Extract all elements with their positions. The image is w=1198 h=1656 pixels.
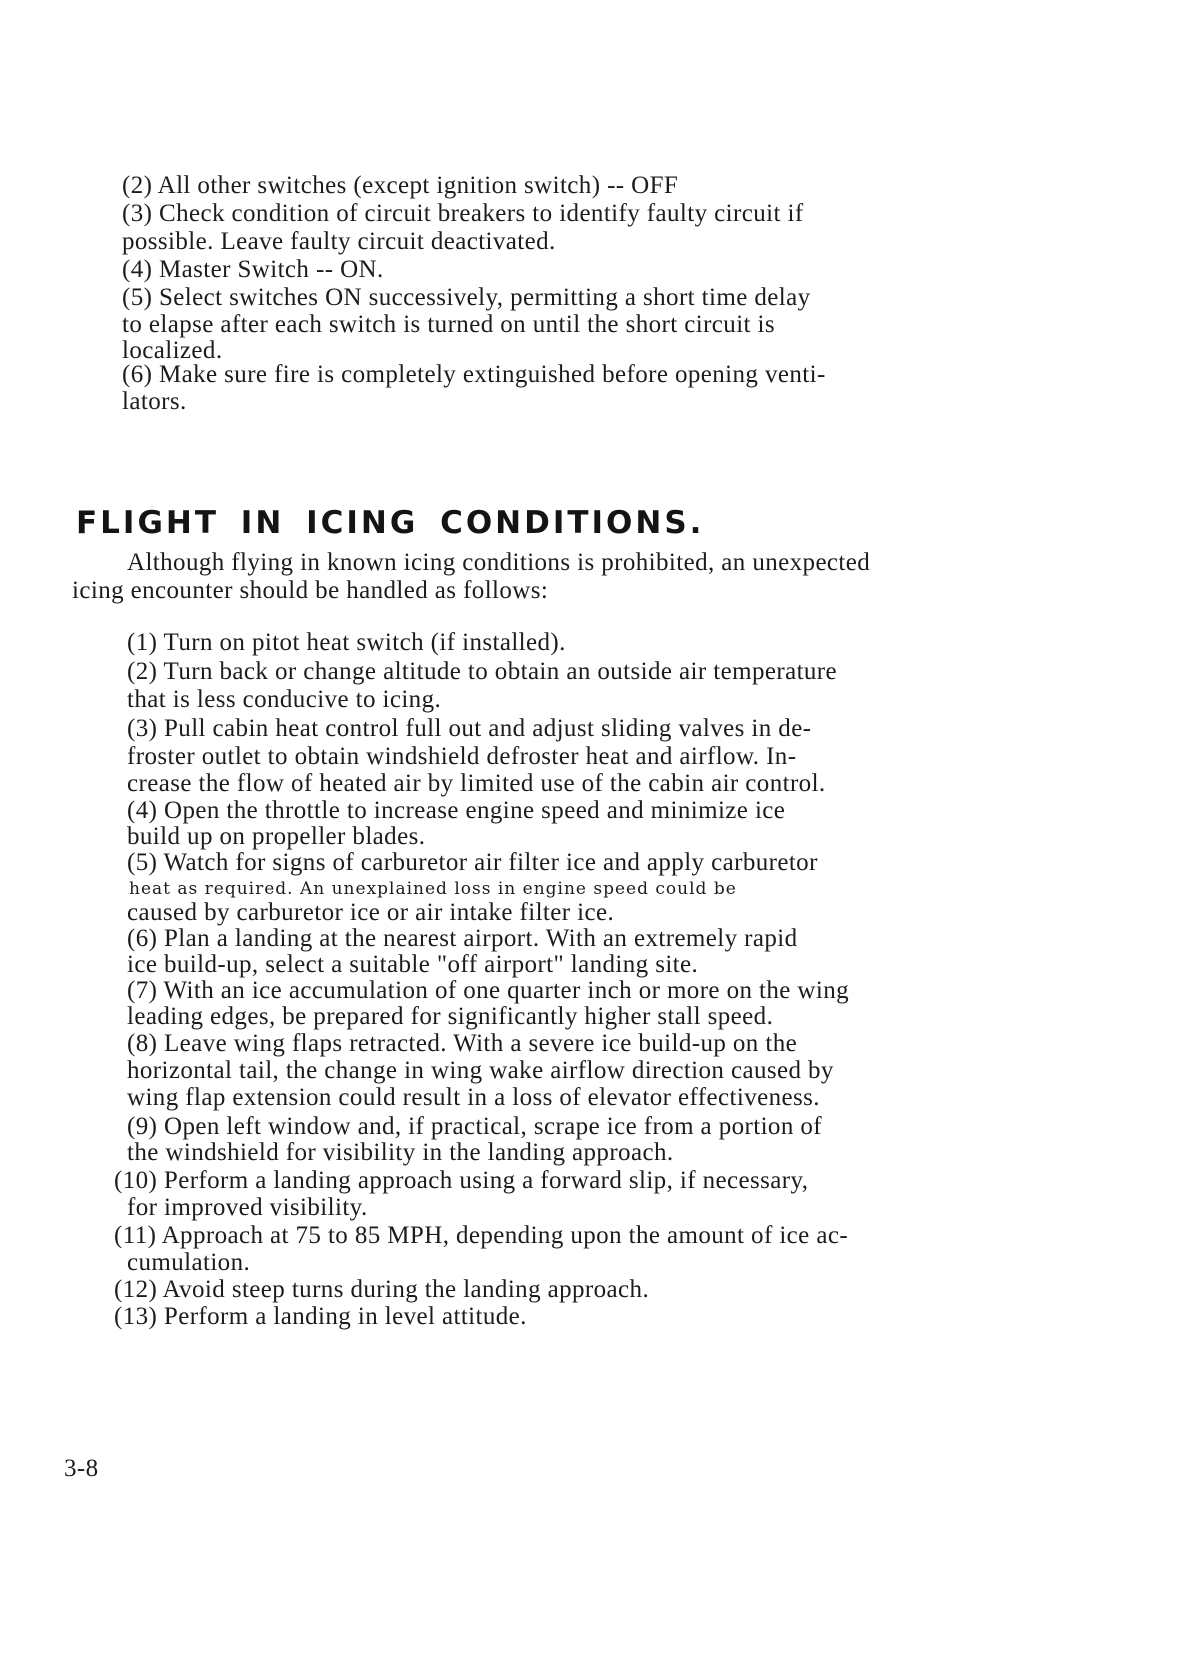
icing-step-3-cont: crease the flow of heated air by limited use of the cabin air control.: [127, 770, 826, 797]
icing-step-5-cont: caused by carburetor ice or air intake filter ice.: [127, 899, 615, 926]
icing-step-7: (7) With an ice accumulation of one quarter inch or more on the wing: [127, 977, 850, 1004]
icing-step-5: (5) Watch for signs of carburetor air filter ice and apply carburetor: [127, 849, 818, 876]
icing-step-10: (10) Perform a landing approach using a forward slip, if necessary,: [114, 1167, 809, 1194]
icing-step-2: (2) Turn back or change altitude to obtain an outside air temperature: [127, 658, 838, 685]
section-heading: FLIGHT IN ICING CONDITIONS.: [76, 505, 705, 541]
icing-step-2-cont: that is less conducive to icing.: [127, 686, 442, 713]
fire-step-5-cont: to elapse after each switch is turned on until the short circuit is: [122, 311, 776, 338]
intro-paragraph: Although flying in known icing conditions is prohibited, an unexpected: [127, 549, 871, 576]
icing-step-13: (13) Perform a landing in level attitude.: [114, 1303, 527, 1330]
icing-step-7-cont: leading edges, be prepared for significantly higher stall speed.: [127, 1003, 774, 1030]
icing-step-8: (8) Leave wing flaps retracted. With a severe ice build-up on the: [127, 1030, 798, 1057]
icing-step-6-cont: ice build-up, select a suitable "off airport" landing site.: [127, 951, 699, 978]
fire-step-3: (3) Check condition of circuit breakers to identify faulty circuit if: [122, 200, 804, 227]
icing-step-3-cont: froster outlet to obtain windshield defroster heat and airflow. In-: [127, 743, 797, 770]
icing-step-5-cont: heat as required. An unexplained loss in engine speed could be: [129, 879, 737, 899]
icing-step-9: (9) Open left window and, if practical, scrape ice from a portion of: [127, 1113, 822, 1140]
icing-step-1: (1) Turn on pitot heat switch (if installed).: [127, 629, 566, 656]
fire-step-3-cont: possible. Leave faulty circuit deactivated.: [122, 228, 556, 255]
icing-step-8-cont: wing flap extension could result in a loss of elevator effectiveness.: [127, 1084, 820, 1111]
icing-step-12: (12) Avoid steep turns during the landing approach.: [114, 1276, 650, 1303]
icing-step-6: (6) Plan a landing at the nearest airport. With an extremely rapid: [127, 925, 798, 952]
icing-step-10-cont: for improved visibility.: [127, 1194, 368, 1221]
icing-step-4-cont: build up on propeller blades.: [127, 823, 426, 850]
fire-step-6-cont: lators.: [122, 388, 187, 415]
icing-step-11-cont: cumulation.: [127, 1249, 251, 1276]
fire-step-4: (4) Master Switch -- ON.: [122, 256, 384, 283]
fire-step-5: (5) Select switches ON successively, permitting a short time delay: [122, 284, 811, 311]
fire-step-6: (6) Make sure fire is completely extinguished before opening venti-: [122, 361, 826, 388]
icing-step-9-cont: the windshield for visibility in the landing approach.: [127, 1139, 674, 1166]
icing-step-11: (11) Approach at 75 to 85 MPH, depending upon the amount of ice ac-: [114, 1222, 849, 1249]
page-number: 3-8: [64, 1455, 99, 1482]
icing-step-4: (4) Open the throttle to increase engine speed and minimize ice: [127, 797, 786, 824]
fire-step-5-cont: localized.: [122, 337, 223, 364]
icing-step-3: (3) Pull cabin heat control full out and adjust sliding valves in de-: [127, 715, 812, 742]
intro-paragraph-cont: icing encounter should be handled as follows:: [72, 577, 549, 604]
fire-step-2: (2) All other switches (except ignition switch) -- OFF: [122, 172, 679, 199]
icing-step-8-cont: horizontal tail, the change in wing wake airflow direction caused by: [127, 1057, 834, 1084]
